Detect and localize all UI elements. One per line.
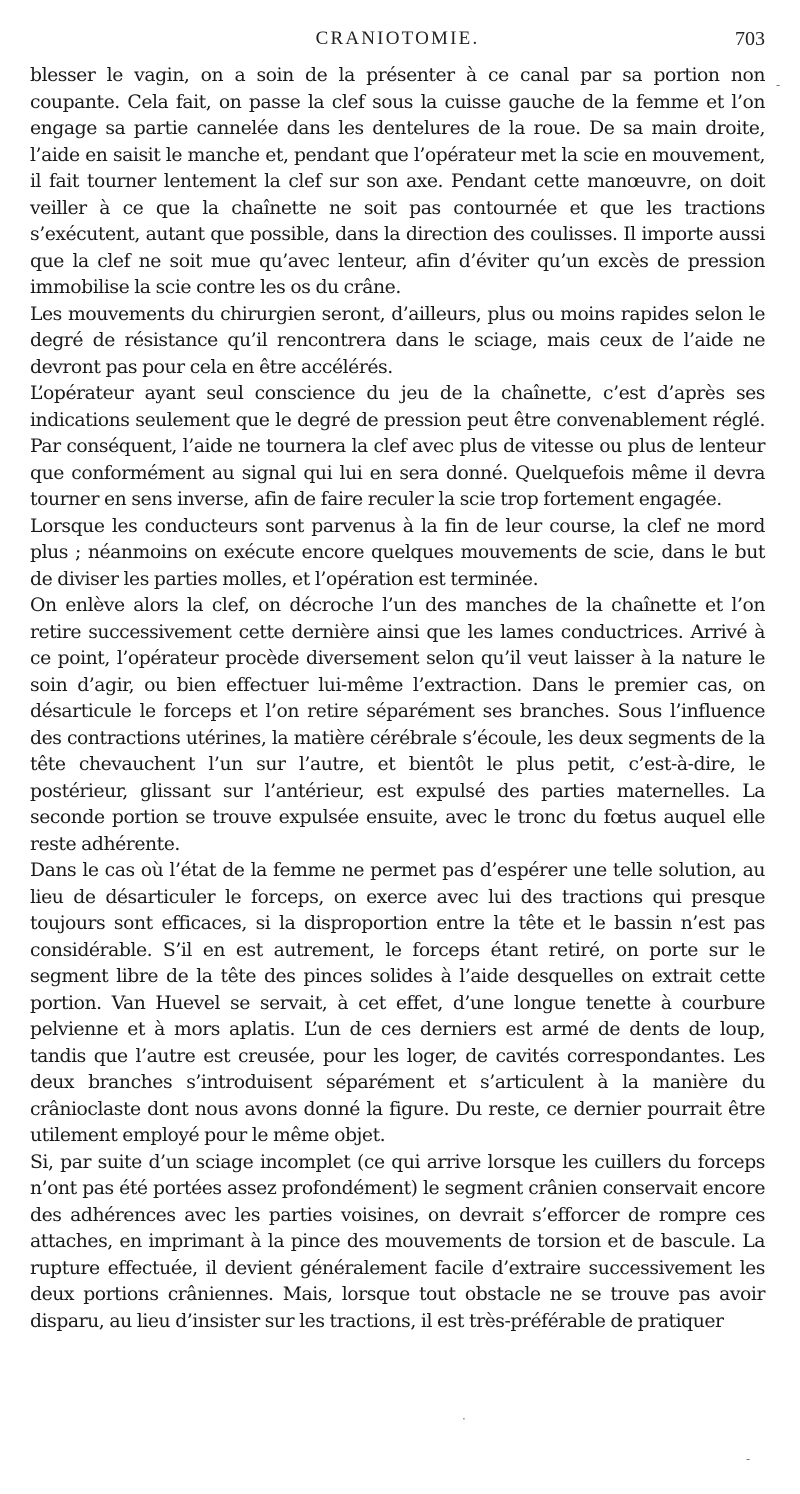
paragraph-5: On enlève alors la clef, on décroche l’un des manches de la chaînette et l’on retire successivement cette dernière ainsi que les lames conductrices. Arrivé à ce point, l’opérateur procède diversement selon qu’il veut laisser à la nature le soin d’agir, ou bien effectuer lui-même l’extraction. Dans le premier cas, on désarticule le forceps et l’on retire séparément ses branches. Sous l’influence des contractions utérines, la matière cérébrale s’écoule, les deux segments de la tête chevauchent l’un sur l’autre, et bientôt le plus petit, c’est-à-dire, le postérieur, glissant sur l’antérieur, est expulsé des parties maternelles. La seconde portion se trouve expulsée ensuite, avec le tronc du fœtus auquel elle reste adhérente. [30, 595, 765, 855]
paragraph-3: L’opérateur ayant seul conscience du jeu de la chaînette, c’est d’après ses indications seulement que le degré de pression peut être convenablement réglé. Par conséquent, l’aide ne tournera la clef avec plus de vitesse ou plus de lenteur que conformément au signal qui lui en sera donné. Quelquefois même il devra tourner en sens inverse, afin de faire reculer la scie trop fortement engagée. [30, 383, 765, 510]
paragraph-1: blesser le vagin, on a soin de la présenter à ce canal par sa portion non coupante. Cela fait, on passe la clef sous la cuisse gauche de la femme et l’on engage sa partie cannelée dans les dentelures de la roue. De sa main droite, l’aide en saisit le manche et, pendant que l’opérateur met la scie en mouvement, il fait tourner lentement la clef sur son axe. Pendant cette manœuvre, on doit veiller à ce que la chaînette ne soit pas contournée et que les tractions s’exécutent, autant que possible, dans la direction des coulisses. Il importe aussi que la clef ne soit mue qu’avec lenteur, afin d’éviter qu’un excès de pression immobilise la scie contre les os du crâne. [30, 65, 765, 298]
scan-speck: · [462, 1412, 466, 1426]
body-text [30, 63, 765, 1335]
running-head [30, 28, 765, 58]
paragraph-6: Dans le cas où l’état de la femme ne permet pas d’espérer une telle solution, au lieu de désarticuler le forceps, on exerce avec lui des tractions qui presque toujours sont efficaces, si la disproportion entre la tête et le bassin n’est pas considérable. S’il en est autrement, le forceps étant retiré, on porte sur le segment libre de la tête des pinces solides à l’aide desquelles on extrait cette portion. Van Huevel se servait, à cet effet, d’une longue tenette à courbure pelvienne et à mors aplatis. L’un de ces derniers est armé de dents de loup, tandis que l’autre est creusée, pour les loger, de cavités correspondantes. Les deux branches s’introduisent séparément et s’articulent à la manière du crânioclaste dont nous avons donné la figure. Du reste, ce dernier pourrait être utilement employé pour le même objet. [30, 860, 765, 1146]
paragraph-4: Lorsque les conducteurs sont parvenus à la fin de leur course, la clef ne mord plus ; néanmoins on exécute encore quelques mouvements de scie, dans le but de diviser les parties molles, et l’opération est terminée. [30, 515, 765, 590]
paragraph-7: Si, par suite d’un sciage incomplet (ce qui arrive lorsque les cuillers du forceps n’ont pas été portées assez profondément) le segment crânien conservait encore des adhérences avec les parties voisines, on devrait s’efforcer de rompre ces attaches, en imprimant à la pince des mouvements de torsion et de bascule. La rupture effectuée, il devient généralement facile d’extraire successivement les deux portions crâniennes. Mais, lorsque tout obstacle ne se trouve pas avoir disparu, au lieu d’insister sur les tractions, il est très-préférable de pratiquer [30, 1151, 765, 1332]
page-number: 703 [735, 28, 765, 50]
scan-speck: - [746, 1452, 751, 1466]
running-title: CRANIOTOMIE. [315, 28, 480, 49]
scan-speck: - [776, 78, 781, 92]
paragraph-2: Les mouvements du chirurgien seront, d’ailleurs, plus ou moins rapides selon le degré de résistance qu’il rencontrera dans le sciage, mais ceux de l’aide ne devront pas pour cela en être accélérés. [30, 303, 765, 378]
